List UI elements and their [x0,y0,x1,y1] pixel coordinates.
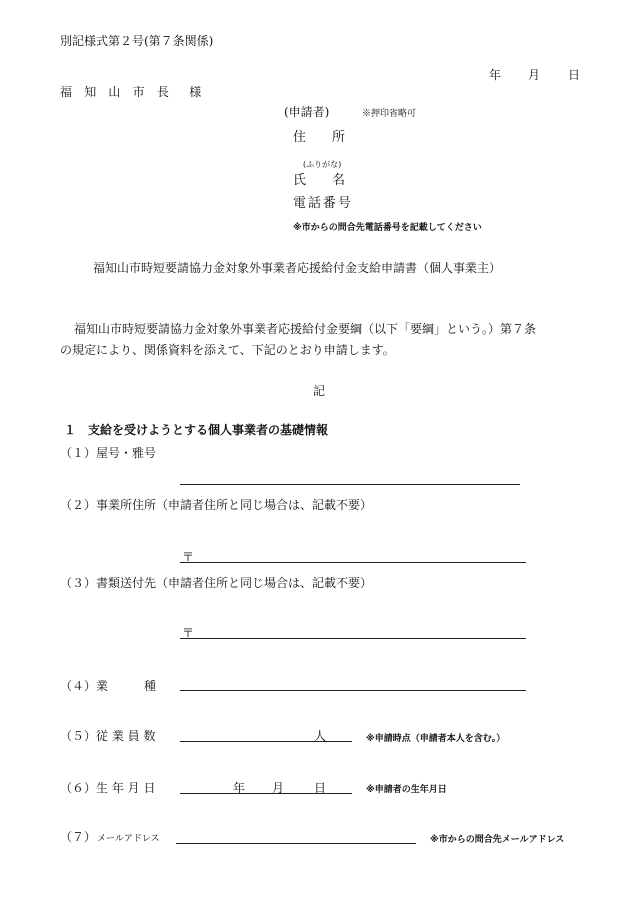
item-2-postal-mark: 〒 [182,550,195,564]
item-5-unit: 人 [314,729,327,743]
phone-label: 電話番号 [293,196,353,211]
ki-marker: 記 [313,384,326,398]
item-6-note: ※申請者の生年月日 [366,785,447,795]
date-year-label: 年 [489,68,502,82]
item-2-field-line[interactable] [180,562,526,563]
item-7-label: メールアドレス [97,834,160,844]
item-7-note: ※市からの問合先メールアドレス [430,835,565,845]
item-5-label: （５）従 業 員 数 [60,729,156,743]
item-6-year: 年 [233,781,246,795]
item-3-postal-mark: 〒 [182,626,195,640]
item-6-month: 月 [272,781,285,795]
item-7-field-line[interactable] [176,843,416,844]
applicant-label: (申請者) [284,105,330,119]
item-3-field-line[interactable] [180,638,526,639]
address-label: 住 所 [293,130,346,145]
item-5-field-line[interactable] [180,741,352,742]
date-month-label: 月 [528,68,541,82]
date-day-label: 日 [568,68,581,82]
item-5-note: ※申請時点（申請者本人を含む。） [366,734,506,744]
seal-omission-note: ※押印省略可 [362,109,417,119]
item-7-number: （７） [60,830,97,844]
furigana-label: (ふりがな) [303,160,342,169]
item-1-field-line[interactable] [180,484,520,485]
item-6-label: （６）生 年 月 日 [60,781,156,795]
item-3-label: （３）書類送付先（申請者住所と同じ場合は、記載不要） [60,576,373,590]
item-6-field-line[interactable] [180,793,352,794]
item-4-field-line[interactable] [180,690,526,691]
intro-line-2: の規定により、関係資料を添えて、下記のとおり申請します。 [60,343,395,357]
intro-line-1: 福知山市時短要請協力金対象外事業者応援給付金要綱（以下「要綱」という。）第７条 [74,322,537,336]
addressee: 福 知 山 市 長 様 [60,85,206,99]
document-title: 福知山市時短要請協力金対象外事業者応援給付金支給申請書（個人事業主） [93,261,502,275]
phone-note: ※市からの問合先電話番号を記載してください [293,223,482,233]
form-number: 別記様式第２号(第７条関係) [60,34,214,48]
item-4-label: （４）業 種 [60,679,157,693]
name-label: 氏 名 [293,173,346,188]
item-6-day: 日 [314,781,327,795]
section-1-heading: １ 支給を受けようとする個人事業者の基礎情報 [64,423,329,437]
item-1-label: （１）屋号・雅号 [60,446,157,460]
item-2-label: （２）事業所住所（申請者住所と同じ場合は、記載不要） [60,498,373,512]
